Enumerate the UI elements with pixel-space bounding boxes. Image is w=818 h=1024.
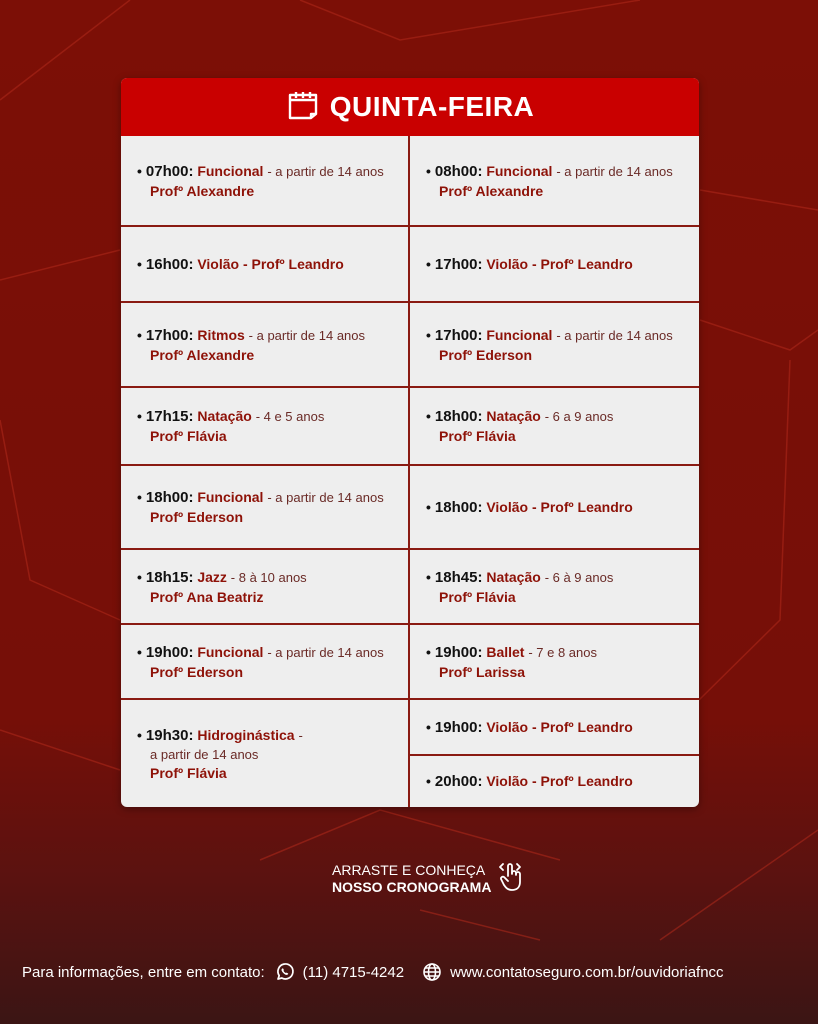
list-item: • 20h00: Violão - Profº Leandro <box>426 773 633 790</box>
left-column <box>121 136 410 807</box>
list-item: • 18h00: Natação - 6 a 9 anos Profº Flávia <box>410 388 699 466</box>
teacher-name: Profº Ana Beatriz <box>150 588 264 605</box>
swipe-hint <box>332 860 525 897</box>
list-item: • 17h00: Violão - Profº Leandro <box>410 227 699 303</box>
teacher-name: Profº Flávia <box>439 428 516 444</box>
calendar-icon <box>286 90 320 125</box>
schedule-card <box>121 78 699 807</box>
list-item: • 18h00: Funcional - a partir de 14 anos Profº Ederson <box>121 466 408 550</box>
list-item: • 17h00: Ritmos - a partir de 14 anos Profº Alexandre <box>121 303 408 388</box>
card-header <box>121 78 699 136</box>
teacher-name: Profº Ederson <box>150 509 244 525</box>
teacher-name: Profº Alexandre <box>150 182 255 199</box>
website-link[interactable]: www.contatoseguro.com.br/ouvidoriafncc <box>450 963 724 981</box>
footer <box>22 962 812 982</box>
list-item: • 18h45: Natação - 6 à 9 anos Profº Flávia <box>410 550 699 625</box>
whatsapp-icon <box>275 962 295 982</box>
list-item: • 18h15: Jazz - 8 à 10 anos Profº Ana Beatriz <box>121 550 408 625</box>
teacher-name: Profº Larissa <box>439 663 526 680</box>
age-range: a partir de 14 anos <box>150 746 259 762</box>
list-item: • 17h15: Natação - 4 e 5 anos Profº Flávia <box>121 388 408 466</box>
globe-icon <box>422 962 442 982</box>
list-item: • 07h00: Funcional - a partir de 14 anos Profº Alexandre <box>121 136 408 227</box>
list-item: • 08h00: Funcional - a partir de 14 anos Profº Alexandre <box>410 136 699 227</box>
list-item: • 19h00: Violão - Profº Leandro <box>410 700 699 756</box>
swipe-hint-line1: ARRASTE E CONHEÇA <box>332 861 486 878</box>
teacher-name: Profº Alexandre <box>439 182 544 199</box>
page-title: QUINTA-FEIRA <box>329 91 535 122</box>
teacher-name: Profº Ederson <box>439 346 533 363</box>
list-item: • 18h00: Violão - Profº Leandro <box>410 466 699 550</box>
list-item: • 19h00: Ballet - 7 e 8 anos Profº Larissa <box>410 625 699 700</box>
list-item: • 19h00: Funcional - a partir de 14 anos Profº Ederson <box>121 625 408 700</box>
contact-label: Para informações, entre em contato: <box>22 963 265 981</box>
list-item: • 19h30: Hidroginástica - a partir de 14 anos Profº Flávia <box>121 700 408 807</box>
teacher-name: Profº Flávia <box>150 428 227 444</box>
teacher-name: Profº Ederson <box>150 663 244 680</box>
teacher-name: Profº Flávia <box>439 588 516 605</box>
right-column <box>410 136 699 807</box>
teacher-name: Profº Alexandre <box>150 346 255 363</box>
phone-number[interactable]: (11) 4715-4242 <box>302 963 405 981</box>
swipe-hand-icon <box>499 860 525 897</box>
list-item: • 16h00: Violão - Profº Leandro <box>121 227 408 303</box>
list-item: • 17h00: Funcional - a partir de 14 anos Profº Ederson <box>410 303 699 388</box>
teacher-name: Profº Flávia <box>150 764 227 781</box>
swipe-hint-line2: NOSSO CRONOGRAMA <box>332 878 492 895</box>
schedule-grid <box>121 136 699 807</box>
